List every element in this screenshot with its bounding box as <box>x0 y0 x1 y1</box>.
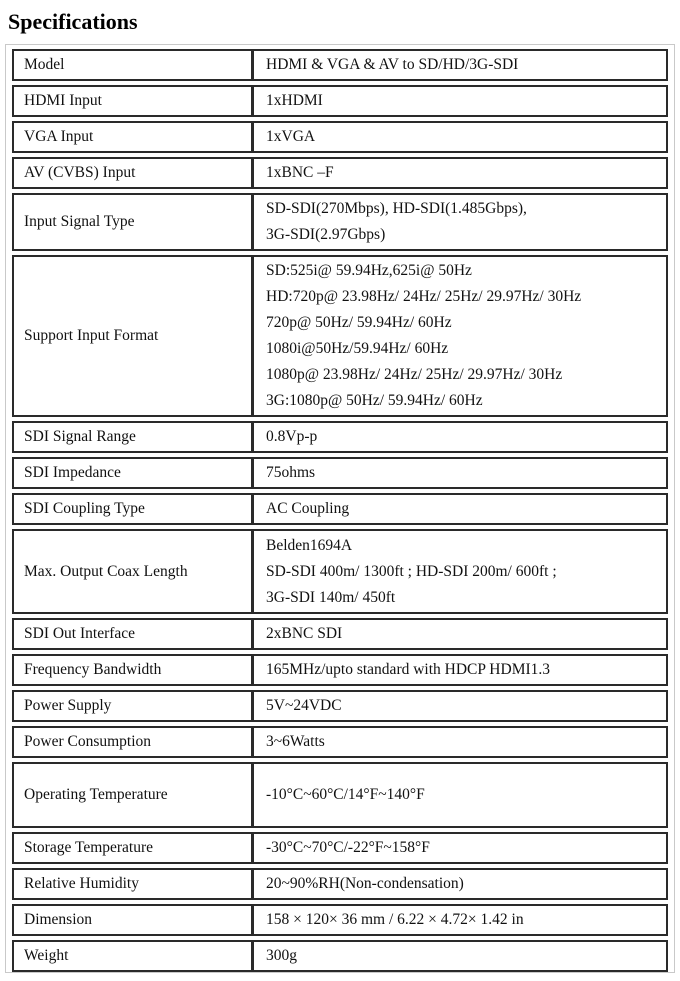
spec-row <box>12 726 668 758</box>
spec-label: Frequency Bandwidth <box>12 654 254 686</box>
spec-value <box>254 762 668 828</box>
spec-value <box>254 940 668 972</box>
spec-value <box>254 654 668 686</box>
spec-row <box>12 529 668 614</box>
spec-row <box>12 421 668 453</box>
spec-value-line: 3G-SDI(2.97Gbps) <box>266 226 386 243</box>
spec-label: Relative Humidity <box>12 868 254 900</box>
specifications-table-body <box>12 49 668 972</box>
spec-label: Power Supply <box>12 690 254 722</box>
spec-value-line: SD:525i@ 59.94Hz,625i@ 50Hz <box>266 262 472 279</box>
spec-label: Input Signal Type <box>12 193 254 251</box>
spec-label: Storage Temperature <box>12 832 254 864</box>
spec-label: AV (CVBS) Input <box>12 157 254 189</box>
spec-value <box>254 904 668 936</box>
spec-value <box>254 255 668 417</box>
spec-row <box>12 762 668 828</box>
spec-row <box>12 904 668 936</box>
spec-label: Weight <box>12 940 254 972</box>
spec-value-line: 3G:1080p@ 50Hz/ 59.94Hz/ 60Hz <box>266 392 483 409</box>
spec-value <box>254 49 668 81</box>
spec-row <box>12 832 668 864</box>
spec-value <box>254 457 668 489</box>
spec-value-line: 0.8Vp-p <box>266 428 318 445</box>
spec-value <box>254 618 668 650</box>
spec-value-line: 1xHDMI <box>266 92 323 109</box>
spec-value <box>254 868 668 900</box>
spec-label: SDI Coupling Type <box>12 493 254 525</box>
spec-value-line: AC Coupling <box>266 500 350 517</box>
spec-value <box>254 690 668 722</box>
spec-row <box>12 690 668 722</box>
spec-row <box>12 193 668 251</box>
spec-row <box>12 868 668 900</box>
spec-value <box>254 157 668 189</box>
page-title: Specifications <box>8 9 138 34</box>
spec-label: Support Input Format <box>12 255 254 417</box>
spec-value-line: 1080p@ 23.98Hz/ 24Hz/ 25Hz/ 29.97Hz/ 30Hz <box>266 366 563 383</box>
spec-value-line: 1xBNC –F <box>266 164 334 181</box>
spec-row <box>12 157 668 189</box>
spec-value-line: HDMI & VGA & AV to SD/HD/3G-SDI <box>266 56 519 73</box>
spec-row <box>12 940 668 972</box>
spec-row <box>12 493 668 525</box>
spec-label: HDMI Input <box>12 85 254 117</box>
spec-label: SDI Signal Range <box>12 421 254 453</box>
spec-row <box>12 618 668 650</box>
spec-value-line: 1xVGA <box>266 128 316 145</box>
spec-value-line: 720p@ 50Hz/ 59.94Hz/ 60Hz <box>266 314 452 331</box>
spec-value <box>254 493 668 525</box>
spec-value-line: 1080i@50Hz/59.94Hz/ 60Hz <box>266 340 449 357</box>
spec-value <box>254 421 668 453</box>
spec-label: Power Consumption <box>12 726 254 758</box>
spec-row <box>12 49 668 81</box>
spec-value-line: 20~90%RH(Non-condensation) <box>266 875 464 892</box>
specifications-panel <box>5 44 675 973</box>
specifications-table <box>12 45 668 976</box>
spec-value-line: SD-SDI 400m/ 1300ft ; HD-SDI 200m/ 600ft ; <box>266 562 557 580</box>
spec-label: SDI Impedance <box>12 457 254 489</box>
spec-value-line: -10°C~60°C/14°F~140°F <box>266 786 425 803</box>
spec-label: Model <box>12 49 254 81</box>
spec-value <box>254 121 668 153</box>
spec-value-line: Belden1694A <box>266 536 353 554</box>
spec-value <box>254 85 668 117</box>
spec-value-line: 75ohms <box>266 464 316 481</box>
spec-value-line: 158 × 120× 36 mm / 6.22 × 4.72× 1.42 in <box>266 911 524 928</box>
spec-value-line: HD:720p@ 23.98Hz/ 24Hz/ 25Hz/ 29.97Hz/ 30Hz <box>266 288 582 305</box>
spec-row <box>12 85 668 117</box>
spec-row <box>12 457 668 489</box>
spec-label: Dimension <box>12 904 254 936</box>
spec-label: Max. Output Coax Length <box>12 529 254 614</box>
spec-value-line: 5V~24VDC <box>266 697 342 714</box>
spec-value-line: 165MHz/upto standard with HDCP HDMI1.3 <box>266 661 551 678</box>
spec-value-line: 2xBNC SDI <box>266 625 343 642</box>
spec-value <box>254 832 668 864</box>
spec-value-line: SD-SDI(270Mbps), HD-SDI(1.485Gbps), <box>266 200 527 217</box>
spec-value <box>254 726 668 758</box>
spec-row <box>12 255 668 417</box>
spec-label: Operating Temperature <box>12 762 254 828</box>
spec-label: SDI Out Interface <box>12 618 254 650</box>
spec-value <box>254 193 668 251</box>
spec-value-line: -30°C~70°C/-22°F~158°F <box>266 839 430 856</box>
spec-row <box>12 654 668 686</box>
spec-value-line: 3~6Watts <box>266 733 325 750</box>
spec-value-line: 3G-SDI 140m/ 450ft <box>266 588 396 606</box>
spec-value <box>254 529 668 614</box>
spec-row <box>12 121 668 153</box>
spec-value-line: 300g <box>266 947 297 964</box>
spec-label: VGA Input <box>12 121 254 153</box>
